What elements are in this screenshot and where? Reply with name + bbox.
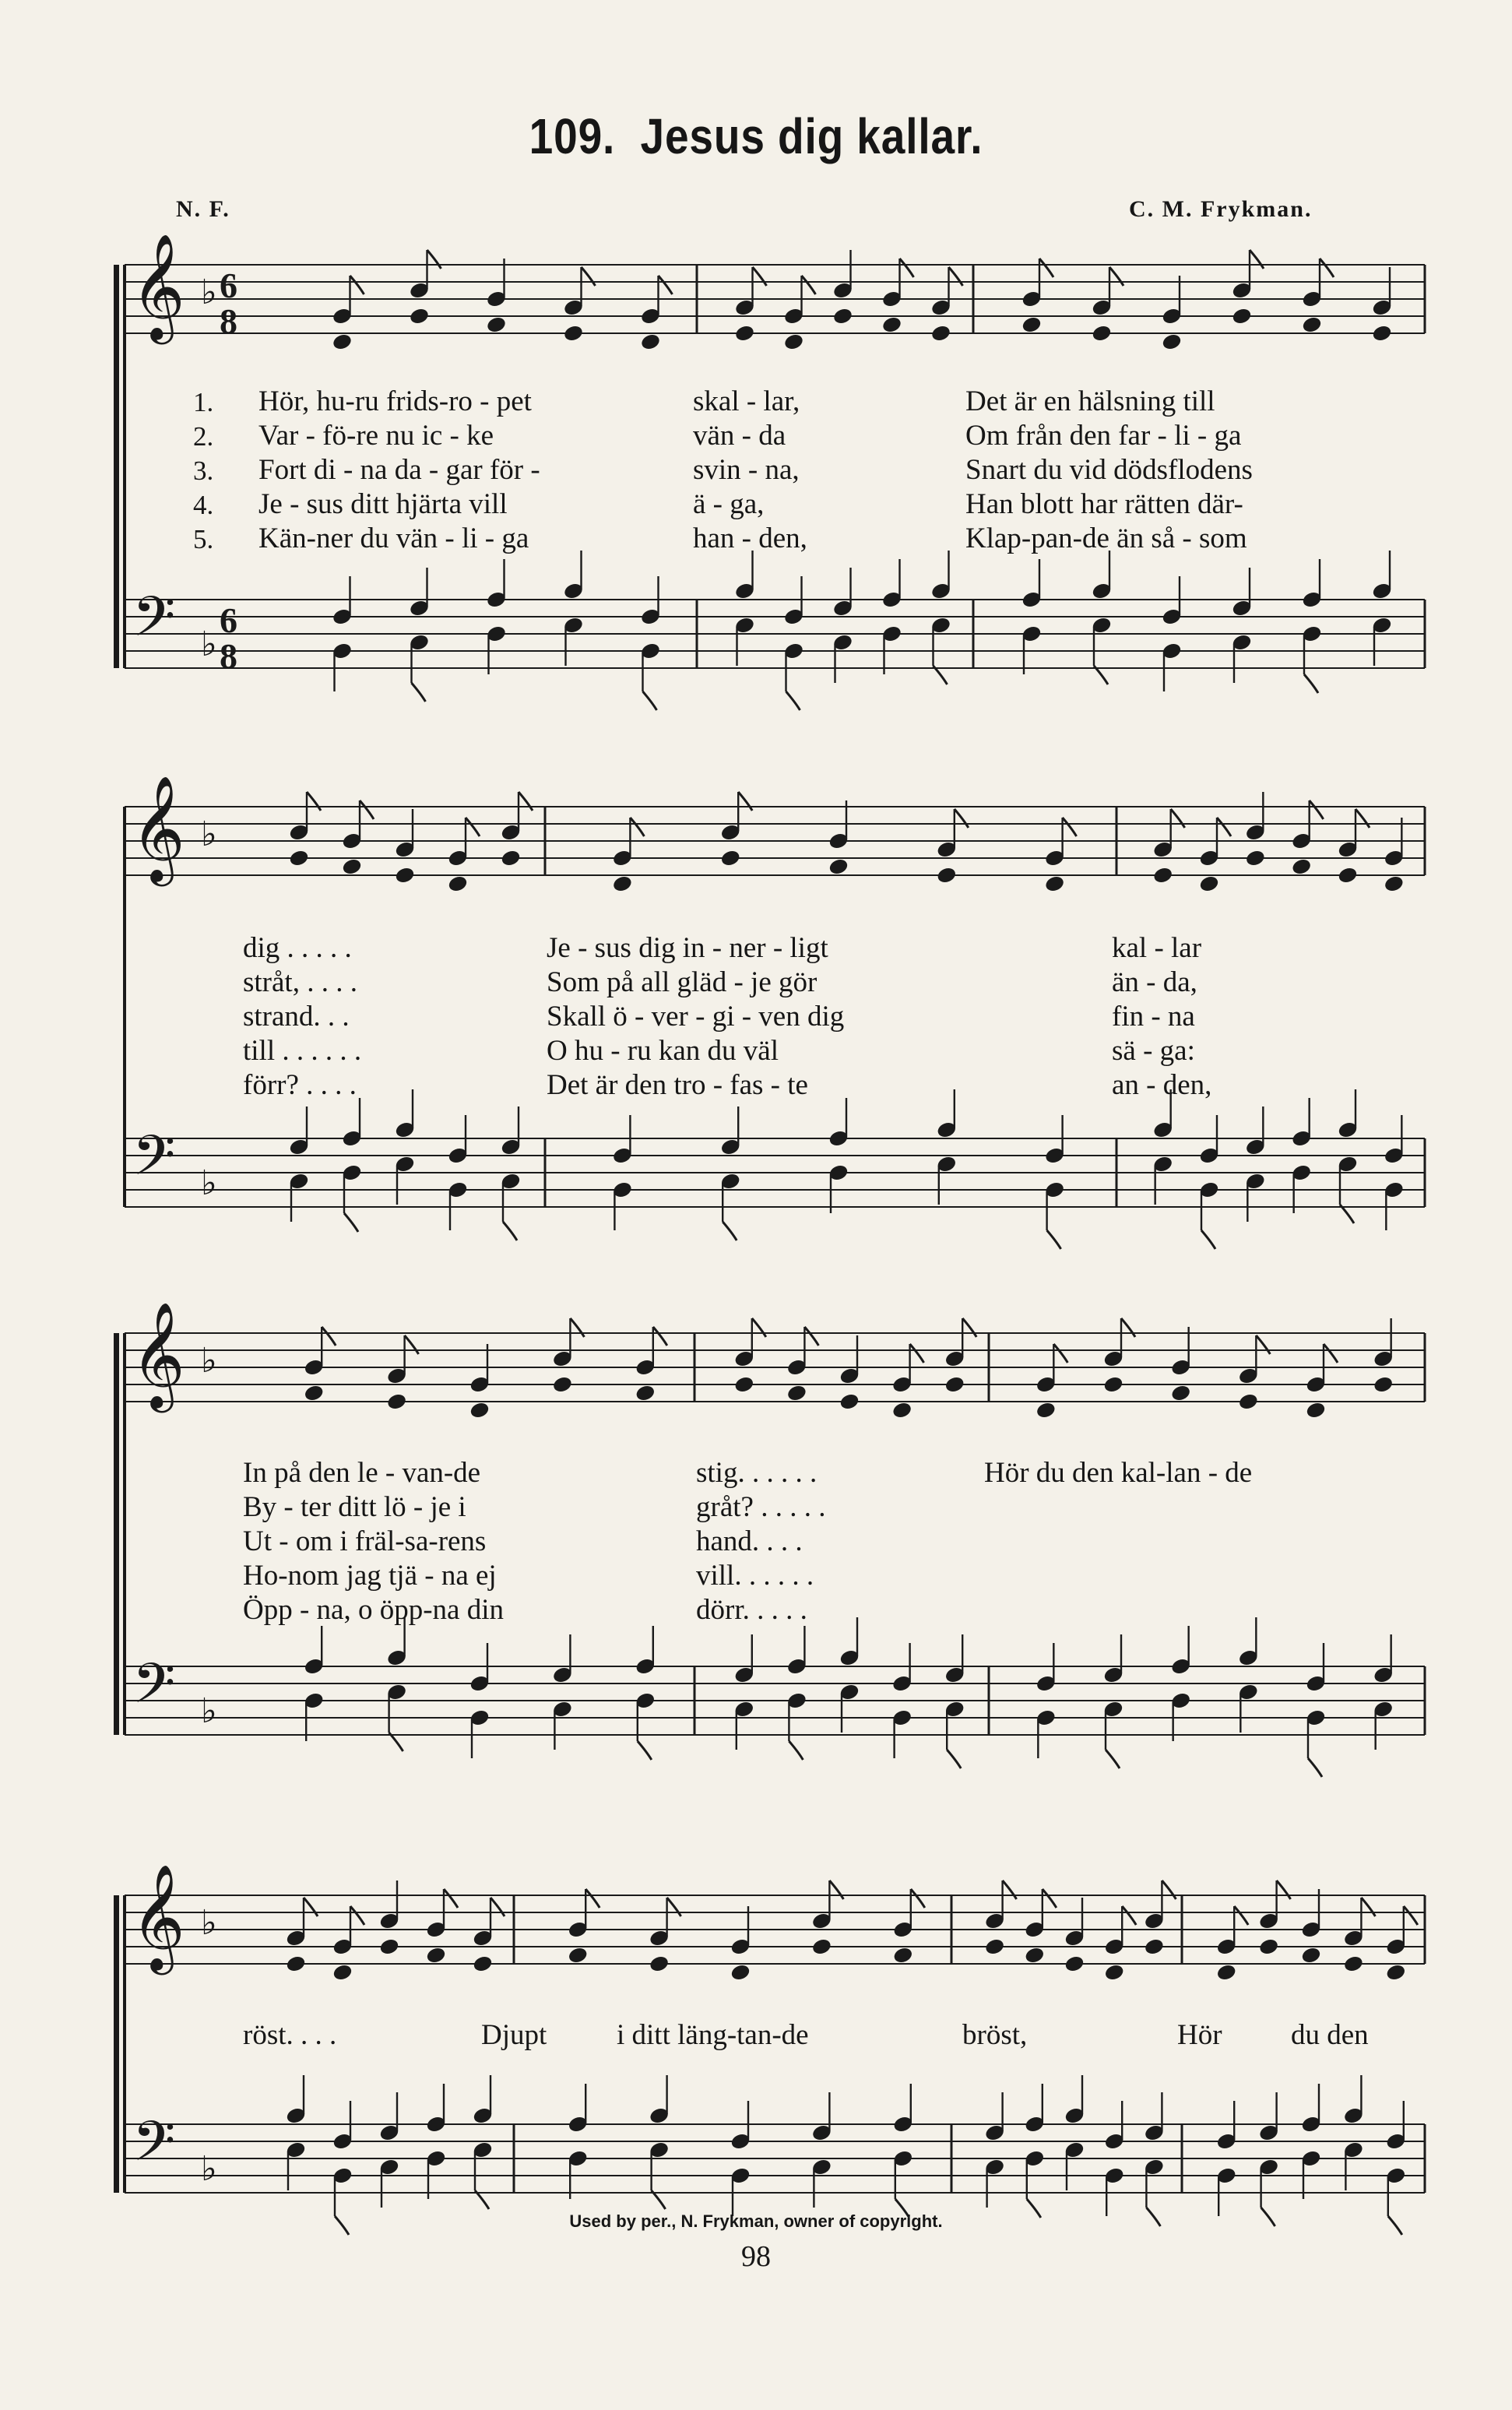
lyric-s2c-2: än - da, [1112, 966, 1197, 998]
lyric-s4-3: i ditt läng-tan-de [617, 2019, 809, 2051]
notehead [469, 1401, 490, 1419]
note-flag [630, 818, 644, 836]
lyric-s3a-3: Ut - om i fräl-sa-rens [243, 1525, 487, 1557]
notehead [1306, 1401, 1326, 1419]
note-flag [910, 1344, 924, 1363]
notehead [1021, 315, 1042, 333]
notehead [448, 874, 468, 892]
notehead [426, 1946, 446, 1964]
lyric-s3a-2: By - ter ditt lö - je i [243, 1491, 466, 1523]
verse-number-4: 4. [193, 490, 214, 520]
lyric-s1a-1: Hör, hu-ru frids-ro - pet [258, 385, 532, 417]
note-flag [962, 1318, 976, 1337]
note-flag [1324, 1344, 1338, 1363]
lyric-s4-4: bröst, [962, 2019, 1028, 2051]
note-flag [1043, 1889, 1057, 1908]
lyric-s4-1: röst. . . . [243, 2019, 337, 2051]
verse-number-5: 5. [193, 524, 214, 554]
verse-number-3: 3. [193, 456, 214, 486]
lyric-s3a-4: Ho-nom jag tjä - na ej [243, 1560, 497, 1592]
notehead [734, 1375, 754, 1393]
lyric-s2c-5: an - den, [1112, 1069, 1212, 1101]
notehead [893, 1946, 913, 1964]
verse-number-1: 1. [193, 387, 214, 417]
notehead [1291, 857, 1311, 875]
notehead [386, 1392, 406, 1410]
note-flag [412, 683, 426, 702]
treble-clef-icon: 𝄞 [131, 232, 185, 340]
lyric-s4-6: du den [1291, 2019, 1369, 2051]
lyric-s2a-4: till . . . . . . [243, 1035, 362, 1067]
lyric-s1b-4: ä - ga, [693, 488, 765, 520]
bass-clef-icon: 𝄢 [132, 2109, 176, 2187]
lyric-s1b-3: svin - na, [693, 454, 800, 486]
copyright-notice: Used by per., N. Frykman, owner of copyright. [569, 2211, 943, 2231]
notehead [1144, 1937, 1164, 1955]
lyric-s1c-2: Om från den far - li - ga [965, 420, 1242, 452]
notehead [612, 874, 632, 892]
time-signature-bottom: 8 [220, 636, 237, 676]
note-flag [949, 267, 963, 286]
note-flag [304, 1898, 318, 1916]
notehead [1152, 866, 1173, 884]
note-flag [1308, 1758, 1322, 1777]
bass-clef-icon: 𝄢 [132, 1124, 176, 1201]
notehead [304, 1384, 324, 1402]
lyric-s2c-3: fin - na [1112, 1001, 1195, 1033]
notehead [1044, 874, 1064, 892]
note-flag [503, 1222, 517, 1240]
note-flag [1063, 818, 1077, 836]
note-flag [1162, 1881, 1176, 1899]
note-flag [1171, 809, 1185, 828]
note-flag [1234, 1906, 1248, 1925]
note-flag [911, 1889, 925, 1908]
lyric-s1b-5: han - den, [693, 522, 807, 554]
bass-clef-icon: 𝄢 [132, 585, 176, 663]
note-flag [653, 1327, 667, 1346]
lyric-s1a-5: Kän-ner du vän - li - ga [258, 522, 529, 554]
note-flag [322, 1327, 336, 1346]
note-flag [444, 1889, 458, 1908]
note-flag [752, 1318, 766, 1337]
flat-icon: ♭ [201, 2149, 217, 2189]
note-flag [1039, 259, 1053, 277]
time-signature-top: 6 [220, 600, 237, 640]
lyric-s2a-1: dig . . . . . [243, 932, 352, 964]
flat-icon: ♭ [201, 1903, 217, 1943]
lyric-s3a-5: Öpp - na, o öpp-na din [243, 1594, 504, 1626]
flat-icon: ♭ [201, 1341, 217, 1381]
note-flag [947, 1750, 961, 1768]
lyric-s2c-1: kal - lar [1112, 932, 1202, 964]
treble-clef-icon: 𝄞 [131, 1300, 185, 1408]
note-flag [360, 800, 374, 819]
lyric-s2b-1: Je - sus dig in - ner - ligt [547, 932, 828, 964]
notehead [1343, 1954, 1363, 1972]
notehead [1036, 1401, 1056, 1419]
composer-credit: C. M. Frykman. [1129, 196, 1313, 222]
note-flag [1003, 1881, 1017, 1899]
note-flag [643, 691, 657, 710]
note-flag [1310, 800, 1324, 819]
lyric-s3b-2: gråt? . . . . . [696, 1491, 826, 1523]
lyric-s3b-5: dörr. . . . . [696, 1594, 807, 1626]
lyric-s3b-3: hand. . . . [696, 1525, 803, 1557]
note-flag [900, 259, 914, 277]
lyric-s1b-1: skal - lar, [693, 385, 800, 417]
note-flag [1121, 1318, 1135, 1337]
note-flag [1356, 809, 1370, 828]
notehead [289, 849, 309, 867]
note-flag [427, 250, 441, 269]
note-flag [786, 691, 800, 710]
notehead [1386, 1963, 1406, 1981]
treble-clef-icon: 𝄞 [131, 1863, 185, 1970]
note-flag [350, 1906, 364, 1925]
lyric-s2b-5: Det är den tro - fas - te [547, 1069, 808, 1101]
notehead [1216, 1963, 1236, 1981]
notehead [1373, 1375, 1393, 1393]
note-flag [829, 1881, 843, 1899]
lyric-s3c: Hör du den kal-lan - de [984, 1457, 1253, 1489]
notehead [379, 1937, 399, 1955]
lyric-s1c-5: Klap-pan-de än så - som [965, 522, 1247, 554]
lyric-s2a-3: strand. . . [243, 1001, 350, 1033]
notehead [1372, 324, 1392, 342]
notehead [1199, 874, 1219, 892]
time-signature-bottom: 8 [220, 301, 237, 341]
note-flag [1201, 1230, 1215, 1249]
notehead [409, 307, 429, 325]
flat-icon: ♭ [201, 624, 217, 664]
notehead [1162, 332, 1182, 350]
lyric-s2b-2: Som på all gläd - je gör [547, 966, 818, 998]
notehead [944, 1375, 965, 1393]
notehead [1301, 1946, 1321, 1964]
note-flag [802, 276, 816, 294]
lyric-s1c-4: Han blott har rätten där- [965, 488, 1243, 520]
notehead [786, 1384, 807, 1402]
hymn-number: 109. [529, 108, 616, 164]
lyric-s1a-3: Fort di - na da - gar för - [258, 454, 540, 486]
note-flag [585, 1889, 600, 1908]
page-number: 98 [741, 2240, 771, 2273]
verse-number-2: 2. [193, 421, 214, 452]
notehead [1103, 1375, 1123, 1393]
note-flag [519, 792, 533, 811]
notehead [332, 332, 352, 350]
note-flag [405, 1335, 419, 1354]
note-flag [350, 276, 364, 294]
notehead [734, 324, 754, 342]
notehead [1025, 1946, 1045, 1964]
note-flag [1053, 1344, 1067, 1363]
notehead [332, 1963, 353, 1981]
notehead [486, 315, 506, 333]
note-flag [804, 1327, 818, 1346]
note-flag [1256, 1335, 1270, 1354]
notehead [730, 1963, 751, 1981]
notehead [563, 324, 583, 342]
lyric-s2b-3: Skall ö - ver - gi - ven dig [547, 1001, 845, 1033]
flat-icon: ♭ [201, 273, 217, 312]
note-flag [1320, 259, 1334, 277]
notehead [984, 1937, 1004, 1955]
note-flag [1047, 1230, 1061, 1249]
system-bracket [114, 1895, 119, 2193]
note-flag [1217, 818, 1231, 836]
notehead [839, 1392, 860, 1410]
notehead [342, 857, 362, 875]
note-flag [659, 276, 673, 294]
flat-icon: ♭ [201, 814, 217, 854]
notehead [1245, 849, 1265, 867]
note-flag [570, 1318, 584, 1337]
notehead [635, 1384, 656, 1402]
note-flag [1277, 1881, 1291, 1899]
notehead [1258, 1937, 1278, 1955]
notehead [1338, 866, 1358, 884]
note-flag [1250, 250, 1264, 269]
lyricist-credit: N. F. [176, 196, 230, 222]
lyric-s2c-4: sä - ga: [1112, 1035, 1195, 1067]
note-flag [582, 267, 596, 286]
treble-clef-icon: 𝄞 [131, 774, 185, 881]
notehead [552, 1375, 572, 1393]
notehead [1232, 307, 1252, 325]
note-flag [1404, 1906, 1418, 1925]
notehead [881, 315, 902, 333]
note-flag [1304, 674, 1318, 693]
lyric-s1b-2: vän - da [693, 420, 786, 452]
lyric-s1a-4: Je - sus ditt hjärta vill [258, 488, 508, 520]
note-flag [955, 809, 969, 828]
note-flag [753, 267, 767, 286]
system-bracket [114, 265, 119, 668]
notehead [1092, 324, 1112, 342]
notehead [1064, 1954, 1085, 1972]
lyric-s4-2: Djupt [481, 2019, 547, 2051]
lyric-s2b-4: O hu - ru kan du väl [547, 1035, 779, 1067]
lyric-s3b-4: vill. . . . . . [696, 1560, 814, 1592]
note-flag [738, 792, 752, 811]
notehead [649, 1954, 669, 1972]
notehead [937, 866, 957, 884]
notehead [783, 332, 803, 350]
lyric-s3b-1: stig. . . . . . [696, 1457, 818, 1489]
note-flag [307, 792, 321, 811]
note-flag [1361, 1898, 1375, 1916]
note-flag [1122, 1906, 1136, 1925]
notehead [832, 307, 853, 325]
lyric-s4-5: Hör [1177, 2019, 1222, 2051]
lyric-s1a-2: Var - fö-re nu ic - ke [258, 420, 494, 452]
lyric-s3a-1: In på den le - van-de [243, 1457, 481, 1489]
note-flag [789, 1741, 803, 1760]
notehead [891, 1401, 912, 1419]
note-flag [723, 1222, 737, 1240]
note-flag [667, 1898, 681, 1916]
notehead [395, 866, 415, 884]
flat-icon: ♭ [201, 1163, 217, 1203]
lyric-s2a-5: förr? . . . . [243, 1069, 357, 1101]
notehead [501, 849, 521, 867]
notehead [720, 849, 740, 867]
system-bracket [114, 1333, 119, 1735]
notehead [568, 1946, 588, 1964]
hymn-name: Jesus dig kallar. [640, 108, 983, 164]
notehead [1384, 874, 1404, 892]
lyric-s1c-1: Det är en hälsning till [965, 385, 1215, 417]
notehead [930, 324, 951, 342]
notehead [640, 332, 660, 350]
flat-icon: ♭ [201, 1691, 217, 1731]
note-flag [491, 1898, 505, 1916]
time-signature-top: 6 [220, 266, 237, 305]
lyric-s1c-3: Snart du vid dödsflodens [965, 454, 1253, 486]
notehead [1170, 1384, 1190, 1402]
note-flag [1109, 267, 1123, 286]
lyric-s2a-2: stråt, . . . . [243, 966, 357, 998]
notehead [811, 1937, 832, 1955]
bass-clef-icon: 𝄢 [132, 1652, 176, 1729]
note-flag [344, 1213, 358, 1232]
notehead [286, 1954, 306, 1972]
note-flag [638, 1741, 652, 1760]
notehead [1238, 1392, 1258, 1410]
note-flag [466, 818, 480, 836]
notehead [473, 1954, 493, 1972]
notehead [828, 857, 849, 875]
notehead [1302, 315, 1322, 333]
note-flag [1106, 1750, 1120, 1768]
notehead [1104, 1963, 1124, 1981]
